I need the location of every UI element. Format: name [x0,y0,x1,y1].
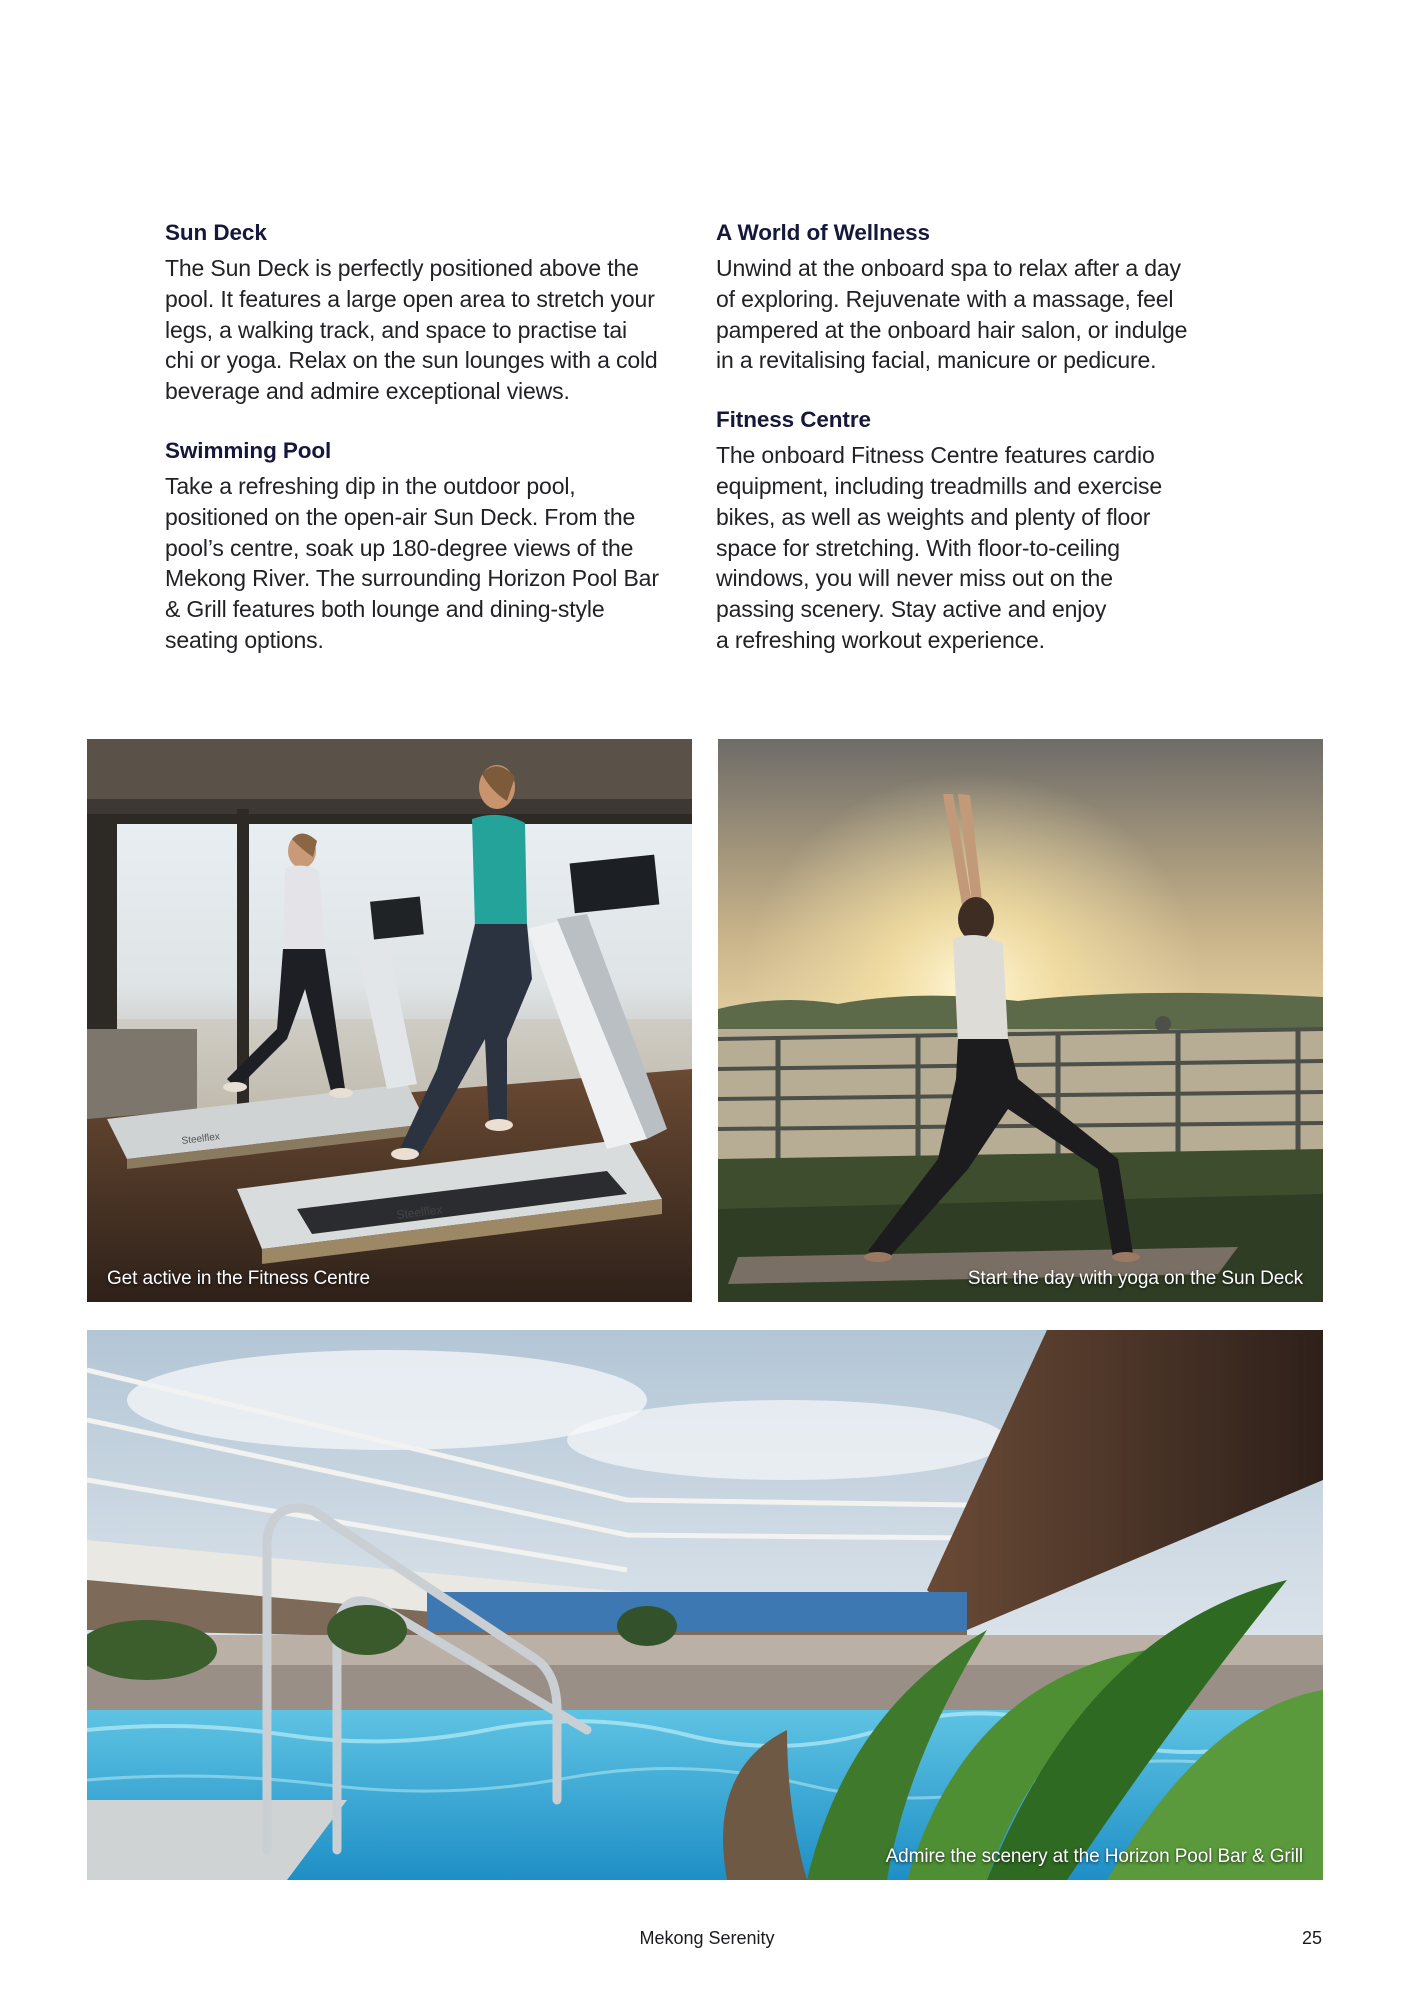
yoga-photo-caption: Start the day with yoga on the Sun Deck [967,1268,1303,1289]
fitness-centre-heading: Fitness Centre [716,407,871,433]
swimming-pool-body: Take a refreshing dip in the outdoor pool, positioned on the open-air Sun Deck. From the pool’s centre, soak up 180-degree views of the Mekong River. The surrounding Horizon Pool Bar & Grill features both lounge and dining-style seating options. [165,472,659,653]
fitness-centre-illustration [87,739,692,1302]
treadmill-brand-front: Steelflex [395,1202,444,1222]
page-number: 25 [1301,1928,1322,1948]
yoga-illustration [718,739,1323,1302]
wellness-section [716,218,1236,376]
sun-deck-section [165,218,705,407]
wellness-body: Unwind at the onboard spa to relax after a day of exploring. Rejuvenate with a massage, feel pampered at the onboard hair salon, or indulge in a revitalising facial, manicure or pedicure. [716,255,1188,374]
fitness-centre-body: The onboard Fitness Centre features cardio equipment, including treadmills and exercise bikes, as well as weights and plenty of floor space for stretching. With floor-to-ceiling windows, you will never miss out on the passing scenery. Stay active and enjoy a refreshing workout experience. [716,442,1162,653]
fitness-photo-caption: Get active in the Fitness Centre [107,1268,370,1289]
pool-illustration [87,1330,1323,1880]
sun-deck-heading: Sun Deck [165,220,267,245]
left-text-column [165,218,705,685]
footer-publication-title: Mekong Serenity [639,1928,775,1948]
fitness-centre-section [716,405,1236,656]
right-text-column [716,218,1236,685]
swimming-pool-section [165,436,705,656]
pool-bar-photo [87,1330,1323,1880]
wellness-heading: A World of Wellness [716,220,930,245]
sun-deck-body: The Sun Deck is perfectly positioned above the pool. It features a large open area to stretch your legs, a walking track, and space to practise tai chi or yoga. Relax on the sun lounges with a cold beverage and admire exceptional views. [165,255,658,405]
fitness-centre-photo [87,739,692,1302]
pool-photo-caption: Admire the scenery at the Horizon Pool Bar & Grill [885,1846,1303,1867]
treadmill-brand-back: Steelflex [181,1131,221,1147]
yoga-photo [718,739,1323,1302]
swimming-pool-heading: Swimming Pool [165,437,332,463]
